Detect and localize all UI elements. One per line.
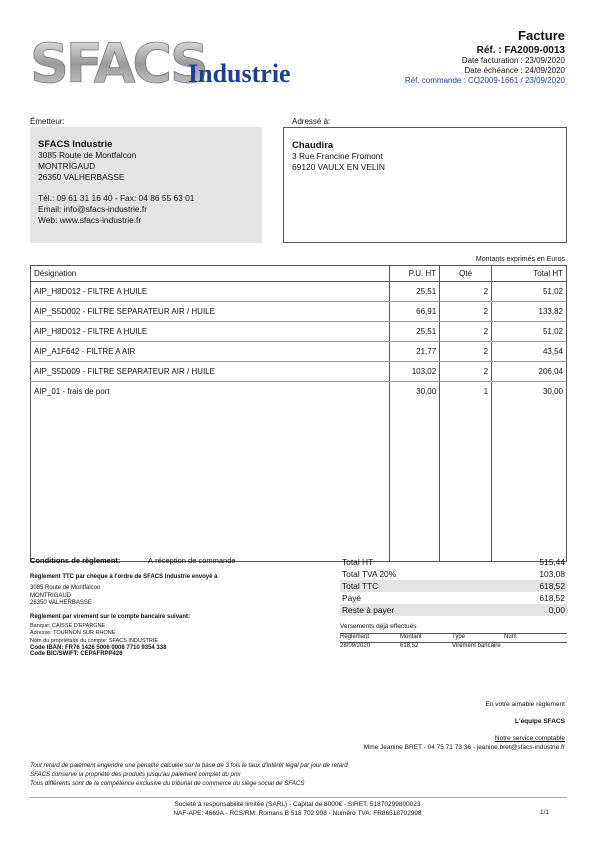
payment-amount: 618,52: [400, 642, 419, 649]
footer: [0, 800, 595, 818]
table-row: [31, 322, 567, 342]
invoice-ref: Réf. : FA2009-0013: [476, 45, 565, 56]
item-qty: 2: [440, 282, 492, 302]
table-row: [31, 362, 567, 382]
total-row: [340, 568, 567, 580]
payments-col: Montant: [400, 634, 422, 640]
addressee-address-1: 3 Rue Francine Fromont: [292, 151, 383, 161]
addressee-address-2: 69120 VAULX EN VELIN: [292, 162, 385, 172]
payments-title: Versements déjà effectués: [340, 623, 417, 630]
legal-line: SFACS conserve la propriété des produits jusqu'au paiement complet du prix: [30, 771, 241, 778]
cheque-address-2: MONTRIGAUD: [30, 592, 71, 599]
total-label: Total HT: [342, 557, 374, 567]
bic: Code BIC/SWIFT: CEPAFRPP426: [30, 651, 123, 657]
payments-header: [340, 633, 567, 643]
closing-line-1: En votre aimable règlement: [485, 701, 565, 708]
conditions-value: À réception de commande: [148, 556, 236, 565]
col-total: Total HT: [492, 266, 567, 282]
items-table: [30, 265, 567, 562]
cheque-address-3: 26350 VALHERBASSE: [30, 600, 92, 606]
item-total: 30,00: [492, 382, 567, 562]
item-qty: 2: [440, 322, 492, 342]
addressee-box: [283, 127, 567, 243]
footer-line: NAF-APE: 4669A - RCS/RM: Romans B 518 702 998 - Numéro TVA: FR86518702998: [173, 810, 422, 817]
item-designation: AIP_S5D009 - FILTRE SEPARATEUR AIR / HUILE: [31, 362, 390, 382]
legal-line: Tous différents sont de la compétence exclusive du tribunal de commerce du siège social de SFACS: [30, 780, 305, 787]
item-qty: 1: [440, 382, 492, 562]
bank-name: Banque: CAISSE D'EPARGNE: [30, 622, 106, 629]
page-number: 1/1: [539, 809, 549, 816]
item-unit-price: 103,02: [390, 362, 440, 382]
item-total: 206,04: [492, 362, 567, 382]
svg-text:SFACS: SFACS: [30, 32, 206, 90]
item-unit-price: 25,51: [390, 322, 440, 342]
col-qty: Qté: [440, 266, 492, 282]
invoice-header: [405, 28, 565, 86]
table-row: [31, 342, 567, 362]
total-value: 618,52: [539, 581, 565, 591]
total-row: [340, 604, 567, 616]
legal-notes: [30, 761, 348, 788]
table-header-row: [31, 266, 567, 282]
footer-line: Société à responsabilité limitée (SARL) - Capital de 8000€ - SIRET: 51870299800023: [174, 801, 421, 808]
item-qty: 2: [440, 302, 492, 322]
addressee-name: Chaudira: [292, 140, 334, 151]
total-label: Reste à payer: [342, 605, 395, 615]
item-designation: AIP_S5D002 - FILTRE SEPARATEUR AIR / HUILE: [31, 302, 390, 322]
legal-line: Tout retard de paiement engendre une pénalité calculée sur la base de 3 fois le taux d'intérêt légal par jour de retard: [30, 762, 348, 769]
emitter-box: [30, 127, 262, 243]
payment-conditions: [30, 556, 310, 657]
doc-type: Facture: [518, 28, 565, 43]
emitter-name: SFACS Industrie: [38, 139, 113, 150]
payments-made: [340, 623, 567, 650]
closing-line-3: Notre service comptable: [494, 735, 565, 742]
item-qty: 2: [440, 342, 492, 362]
item-designation: AIP_H8D012 - FILTRE A HUILE: [31, 282, 390, 302]
conditions-label: Conditions de règlement:: [30, 556, 121, 565]
bank-address: Adresse: TOURNON SUR RHONE: [30, 630, 116, 636]
emitter-phone: Tél.: 09 61 31 16 40 - Fax: 04 86 55 63 01: [38, 193, 195, 203]
emitter-address-3: 26350 VALHERBASSE: [38, 172, 125, 182]
col-unit-price: P.U. HT: [390, 266, 440, 282]
total-value: 103,08: [539, 569, 565, 579]
table-row: [31, 282, 567, 302]
item-qty: 2: [440, 362, 492, 382]
item-total: 51,02: [492, 322, 567, 342]
footer-divider: [30, 797, 567, 798]
total-row: [340, 556, 567, 568]
transfer-title: Règlement par virement sur le compte bancaire suivant:: [30, 613, 191, 620]
item-designation: AIP_01 - frais de port: [31, 382, 390, 562]
item-unit-price: 21,77: [390, 342, 440, 362]
total-value: 618,52: [539, 593, 565, 603]
emitter-email: Email: info@sfacs-industrie.fr: [38, 204, 148, 214]
company-logo: [30, 32, 320, 90]
table-row: [31, 382, 567, 562]
total-row: [340, 592, 567, 604]
totals-block: [340, 556, 567, 616]
emitter-address-1: 3085 Route de Montfalcon: [38, 150, 137, 160]
emitter-address-2: MONTRIGAUD: [38, 161, 96, 171]
cheque-address-1: 3085 Route de Montfalcon: [30, 585, 101, 591]
currency-note: Montants exprimés en Euros: [475, 256, 565, 263]
payment-date: 28/09/2020: [340, 642, 371, 649]
table-row: [31, 302, 567, 322]
addressee-label: Adressé à:: [292, 117, 331, 126]
due-date: Date échéance : 24/09/2020: [464, 66, 565, 75]
emitter-web: Web: www.sfacs-industrie.fr: [38, 215, 142, 225]
closing-line-2: L'équipe SFACS: [515, 718, 565, 725]
item-unit-price: 25,51: [390, 282, 440, 302]
payment-type: Virement bancaire: [452, 642, 501, 649]
item-total: 133,82: [492, 302, 567, 322]
total-value: 515,44: [539, 557, 565, 567]
item-unit-price: 30,00: [390, 382, 440, 562]
payments-col: Règlement: [340, 634, 370, 640]
cheque-title: Règlement TTC par chèque à l'ordre de SFACS Industrie envoyé à: [30, 574, 218, 580]
total-label: Total TVA 20%: [342, 569, 397, 579]
item-total: 51,02: [492, 282, 567, 302]
item-total: 43,54: [492, 342, 567, 362]
item-unit-price: 66,91: [390, 302, 440, 322]
total-value: 0,00: [548, 605, 565, 615]
item-designation: AIP_A1F642 - FILTRE A AIR: [31, 342, 390, 362]
order-ref: Réf. commande : CO2009-1661 / 23/09/2020: [404, 76, 565, 85]
item-designation: AIP_H8D012 - FILTRE A HUILE: [31, 322, 390, 342]
total-label: Payé: [342, 593, 362, 603]
emitter-label: Émetteur:: [30, 117, 65, 126]
payments-col: Type: [452, 634, 466, 640]
account-owner: Nom du propriétaire du compte: SFACS INDUSTRIE: [30, 637, 159, 644]
total-label: Total TTC: [342, 581, 379, 591]
payment-row: [340, 643, 567, 651]
total-row: [340, 580, 567, 592]
closing-line-4: Mme Jeanine BRET - 04 75 71 73 36 - jeanine.bret@sfacs-industrie.fr: [363, 744, 565, 751]
payments-col: Num: [504, 634, 517, 640]
svg-text:Industrie: Industrie: [188, 59, 291, 88]
iban: Code IBAN: FR76 1426 5006 0008 7710 9354 338: [30, 645, 167, 651]
col-designation: Désignation: [31, 266, 390, 282]
invoice-date: Date facturation : 23/09/2020: [461, 56, 565, 65]
